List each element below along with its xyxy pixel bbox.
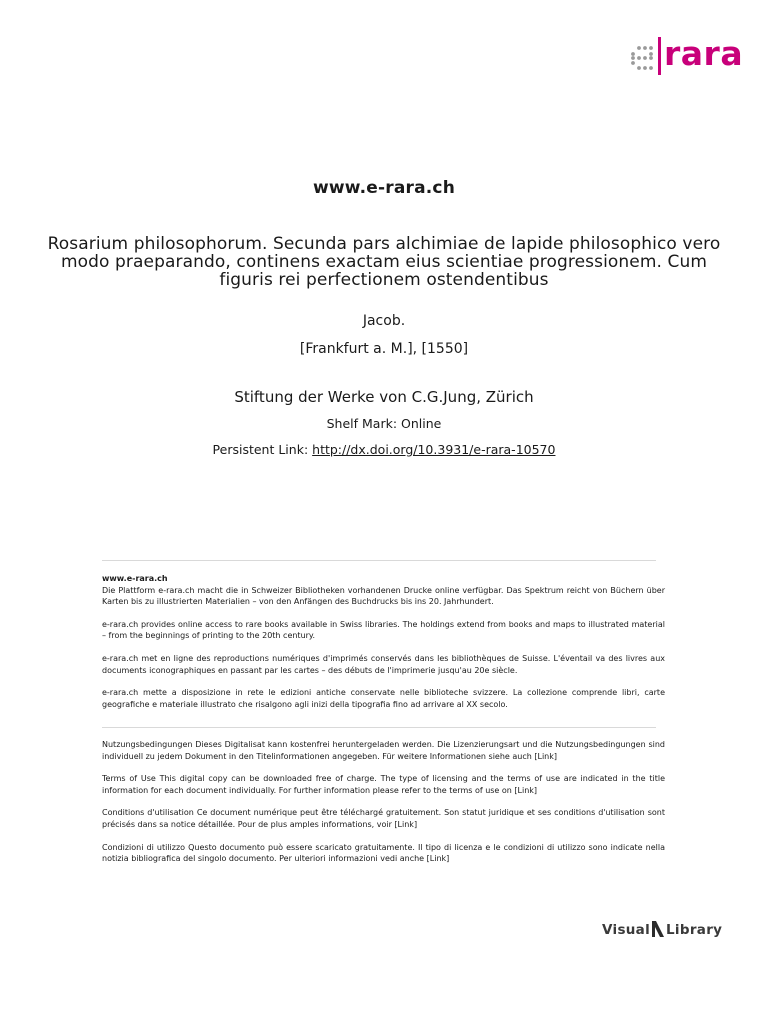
dotted-e-icon	[630, 45, 656, 71]
terms-text-de: Nutzungsbedingungen Dieses Digitalisat kann kostenfrei heruntergeladen werden. Die Lizenzierungsart und die Nutzungsbedingungen sind individuell zu jedem Dokument in den Titelinformationen angegeben. Für weitere Informationen siehe auch [Link]	[102, 740, 665, 761]
about-text-en: e-rara.ch provides online access to rare books available in Swiss libraries. The holdings extend from books and maps to illustrated material – from the beginnings of printing to the 20th century.	[102, 619, 665, 641]
visual-library-right-word: Library	[666, 922, 723, 938]
logo-wordmark: rara	[664, 34, 744, 73]
holding-institution: Stiftung der Werke von C.G.Jung, Zürich	[234, 388, 534, 406]
terms-text-en: Terms of Use This digital copy can be downloaded free of charge. The type of licensing and the terms of use are indicated in the title information for each document individually. For further information please refer to the terms of use on [Link]	[102, 774, 665, 795]
visual-library-logo	[602, 920, 742, 940]
about-heading: www.e-rara.ch	[102, 574, 168, 583]
about-text-de: Die Plattform e-rara.ch macht die in Schweizer Bibliotheken vorhandenen Drucke online verfügbar. Das Spektrum reicht von Büchern über Karten bis zu illustrierten Materialien – von den Anfängen des Buchdrucks bis ins 20. Jahrhundert.	[102, 585, 665, 607]
persistent-link	[0, 442, 768, 457]
logo-divider-bar	[658, 37, 661, 75]
divider-middle	[102, 727, 656, 728]
terms-section	[102, 739, 665, 865]
terms-text-fr: Conditions d'utilisation Ce document numérique peut être téléchargé gratuitement. Son statut juridique et ses conditions d'utilisation sont précisés dans sa notice détaillée. Pour de plus amples informations, voir [Link]	[102, 808, 665, 829]
document-author: Jacob.	[362, 313, 406, 329]
persistent-link-label: Persistent Link:	[212, 442, 309, 457]
document-title: Rosarium philosophorum. Secunda pars alchimiae de lapide philosophico vero modo praeparando, continens exactam eius scientiae progressionem. Cum figuris rei perfectionem ostendentibus	[47, 234, 721, 290]
persistent-link-url[interactable]: http://dx.doi.org/10.3931/e-rara-10570	[312, 442, 556, 457]
about-text-fr: e-rara.ch met en ligne des reproductions numériques d'imprimés conservés dans les bibliothèques de Suisse. L'éventail va des livres aux documents iconographiques en passant par les cartes – des débuts de l'imprimerie jusqu'au 20e siècle.	[102, 653, 665, 675]
e-rara-logo	[628, 34, 744, 76]
about-text-it: e-rara.ch mette a disposizione in rete le edizioni antiche conservate nelle biblioteche svizzere. La collezione comprende libri, carte geografiche e materiale illustrato che risalgono agli inizi della tipografia fino ad arrivare al XX secolo.	[102, 688, 665, 709]
shelf-mark: Shelf Mark: Online	[326, 416, 442, 431]
about-section	[102, 573, 665, 710]
divider-top	[102, 560, 656, 561]
site-url-heading[interactable]: www.e-rara.ch	[312, 178, 456, 198]
document-imprint: [Frankfurt a. M.], [1550]	[299, 341, 469, 357]
terms-text-it: Condizioni di utilizzo Questo documento può essere scaricato gratuitamente. Il tipo di licenza e le condizioni di utilizzo sono indicate nella notizia bibliografica del singolo documento. Per ulteriori informazioni vedi anche [Link]	[102, 842, 665, 864]
visual-library-left-word: Visual	[602, 922, 651, 938]
visual-library-mark-icon	[652, 921, 664, 937]
